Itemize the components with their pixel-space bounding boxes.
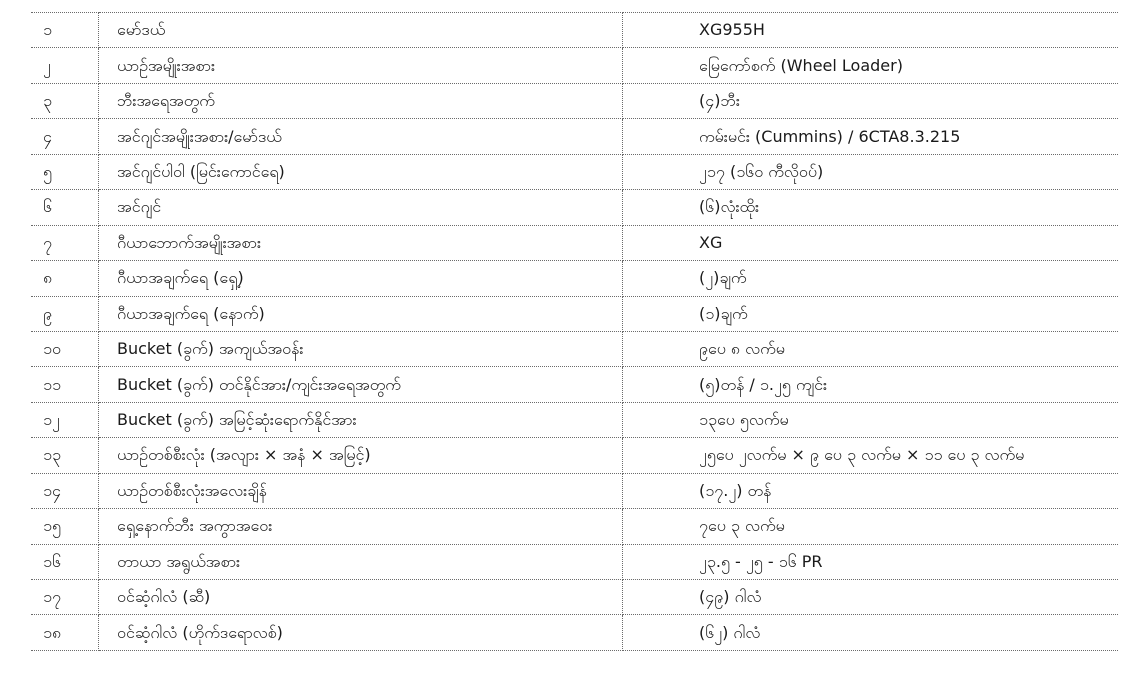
spec-label: အင်ဂျင် [99,190,623,225]
table-row [31,48,1118,83]
row-number: ၉ [31,296,99,331]
row-number: ၄ [31,119,99,154]
spec-label: ရှေ့နောက်ဘီး အကွာအဝေး [99,509,623,544]
spec-value: ကမ်းမင်း (Cummins) / 6CTA8.3.215 [623,119,1119,154]
row-number: ၁၂ [31,402,99,437]
row-number: ၂ [31,48,99,83]
row-number: ၁၆ [31,544,99,579]
spec-value: (၆)လုံးထိုး [623,190,1119,225]
table-row [31,544,1118,579]
table-row [31,190,1118,225]
row-number: ၅ [31,154,99,189]
table-row [31,615,1118,650]
spec-value: (၄၉) ဂါလံ [623,580,1119,615]
row-number: ၁၃ [31,438,99,473]
table-row [31,473,1118,508]
table-row [31,119,1118,154]
spec-label: တာယာ အရွယ်အစား [99,544,623,579]
spec-label: အင်ဂျင်အမျိုးအစား/မော်ဒယ် [99,119,623,154]
spec-value: ၇ပေ ၃ လက်မ [623,509,1119,544]
table-row [31,402,1118,437]
spec-label: Bucket (ခွက်) အမြင့်ဆုံးရောက်နိုင်အား [99,402,623,437]
spec-value: ၂၅ပေ ၂လက်မ × ၉ ပေ ၃ လက်မ × ၁၁ ပေ ၃ လက်မ [623,438,1119,473]
row-number: ၈ [31,261,99,296]
spec-value: XG955H [623,13,1119,48]
spec-value: ၂၁၇ (၁၆၀ ကီလိုဝပ်) [623,154,1119,189]
spec-value: (၁)ချက် [623,296,1119,331]
row-number: ၃ [31,83,99,118]
row-number: ၁ [31,13,99,48]
spec-label: ဝင်ဆံ့ဂါလံ (ဆီ) [99,580,623,615]
row-number: ၁၇ [31,580,99,615]
table-row [31,261,1118,296]
table-row [31,438,1118,473]
spec-value: XG [623,225,1119,260]
spec-label: ယာဉ်အမျိုးအစား [99,48,623,83]
row-number: ၆ [31,190,99,225]
spec-label: ဂီယာအချက်ရေ (ရှေ့) [99,261,623,296]
spec-label: Bucket (ခွက်) အကျယ်အဝန်း [99,331,623,366]
table-row [31,13,1118,48]
row-number: ၇ [31,225,99,260]
spec-label: ယာဉ်တစ်စီးလုံးအလေးချိန် [99,473,623,508]
table-row [31,367,1118,402]
spec-value: (၅)တန် / ၁.၂၅ ကျင်း [623,367,1119,402]
spec-label: ဂီယာအချက်ရေ (နောက်) [99,296,623,331]
spec-value: ၁၃ပေ ၅လက်မ [623,402,1119,437]
table-row [31,296,1118,331]
spec-value: (၂)ချက် [623,261,1119,296]
spec-label: အင်ဂျင်ပါဝါ (မြင်းကောင်ရေ) [99,154,623,189]
spec-value: (၆၂) ဂါလံ [623,615,1119,650]
spec-label: Bucket (ခွက်) တင်နိုင်အား/ကျင်းအရေအတွက် [99,367,623,402]
spec-table [31,12,1118,651]
table-row [31,331,1118,366]
table-row [31,509,1118,544]
table-row [31,154,1118,189]
spec-label: ဝင်ဆံ့ဂါလံ (ဟိုက်ဒရောလစ်) [99,615,623,650]
table-row [31,580,1118,615]
table-row [31,83,1118,118]
spec-label: မော်ဒယ် [99,13,623,48]
row-number: ၁၈ [31,615,99,650]
spec-value: (၄)ဘီး [623,83,1119,118]
spec-value: ၉ပေ ၈ လက်မ [623,331,1119,366]
spec-value: (၁၇.၂) တန် [623,473,1119,508]
spec-label: ဂီယာဘောက်အမျိုးအစား [99,225,623,260]
row-number: ၁၄ [31,473,99,508]
row-number: ၁၅ [31,509,99,544]
table-row [31,225,1118,260]
spec-label: ယာဉ်တစ်စီးလုံး (အလျား × အနံ × အမြင့်) [99,438,623,473]
spec-value: မြေကော်စက် (Wheel Loader) [623,48,1119,83]
spec-label: ဘီးအရေအတွက် [99,83,623,118]
spec-value: ၂၃.၅ - ၂၅ - ၁၆ PR [623,544,1119,579]
row-number: ၁၀ [31,331,99,366]
row-number: ၁၁ [31,367,99,402]
